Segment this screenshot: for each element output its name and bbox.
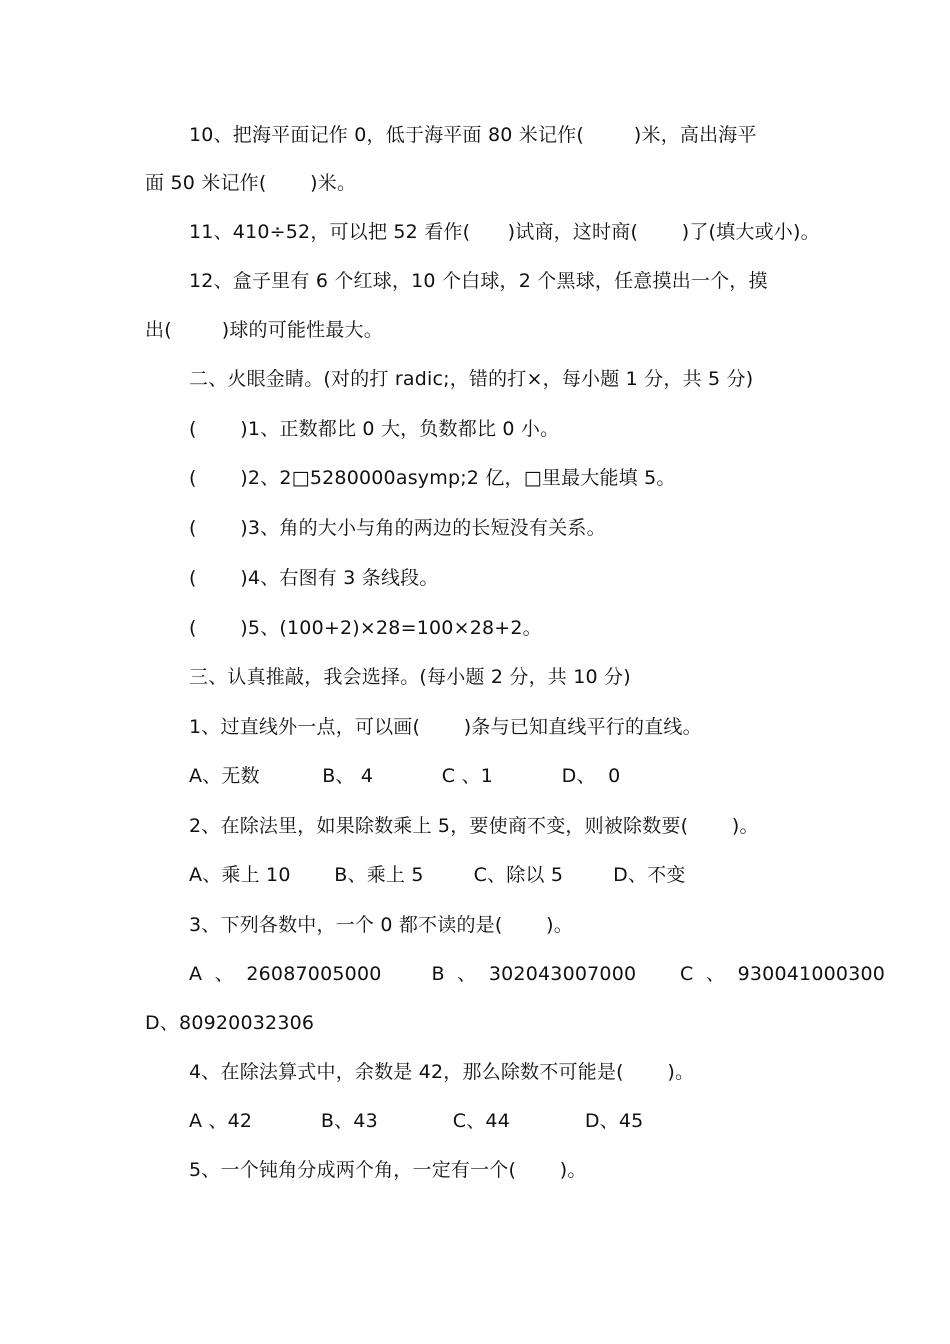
judge-item-5: ( )5、(100+2)×28=100×28+2。 xyxy=(189,617,542,639)
choice-options-4: A 、42 B、43 C、44 D、45 xyxy=(189,1110,644,1132)
choice-question-3: 3、下列各数中，一个 0 都不读的是( )。 xyxy=(189,914,573,936)
choice-question-5: 5、一个钝角分成两个角，一定有一个( )。 xyxy=(189,1159,587,1181)
section-2-heading: 二、火眼金睛。(对的打 radic;，错的打×，每小题 1 分，共 5 分) xyxy=(189,368,754,390)
choice-question-1: 1、过直线外一点，可以画( )条与已知直线平行的直线。 xyxy=(189,716,702,738)
question-10-line-2: 面 50 米记作( )米。 xyxy=(145,172,357,194)
choice-question-4: 4、在除法算式中，余数是 42，那么除数不可能是( )。 xyxy=(189,1061,695,1083)
question-12-line-2: 出( )球的可能性最大。 xyxy=(145,319,383,341)
question-10-line-1: 10、把海平面记作 0，低于海平面 80 米记作( )米，高出海平 xyxy=(189,124,757,146)
judge-item-3: ( )3、角的大小与角的两边的长短没有关系。 xyxy=(189,517,606,539)
choice-question-2: 2、在除法里，如果除数乘上 5，要使商不变，则被除数要( )。 xyxy=(189,815,759,837)
choice-options-3-line-2: D、80920032306 xyxy=(145,1012,315,1034)
question-12-line-1: 12、盒子里有 6 个红球，10 个白球，2 个黑球，任意摸出一个，摸 xyxy=(189,270,768,292)
question-11: 11、410÷52，可以把 52 看作( )试商，这时商( )了(填大或小)。 xyxy=(189,221,820,243)
section-3-heading: 三、认真推敲，我会选择。(每小题 2 分，共 10 分) xyxy=(189,666,631,688)
choice-options-2: A、乘上 10 B、乘上 5 C、除以 5 D、不变 xyxy=(189,864,686,886)
judge-item-1: ( )1、正数都比 0 大，负数都比 0 小。 xyxy=(189,418,560,440)
judge-item-2: ( )2、2□5280000asymp;2 亿，□里最大能填 5。 xyxy=(189,467,676,489)
choice-options-1: A、无数 B、 4 C 、1 D、 0 xyxy=(189,765,621,787)
judge-item-4: ( )4、右图有 3 条线段。 xyxy=(189,567,439,589)
choice-options-3-line-1: A 、 26087005000 B 、 302043007000 C 、 930041000300 xyxy=(189,963,886,985)
